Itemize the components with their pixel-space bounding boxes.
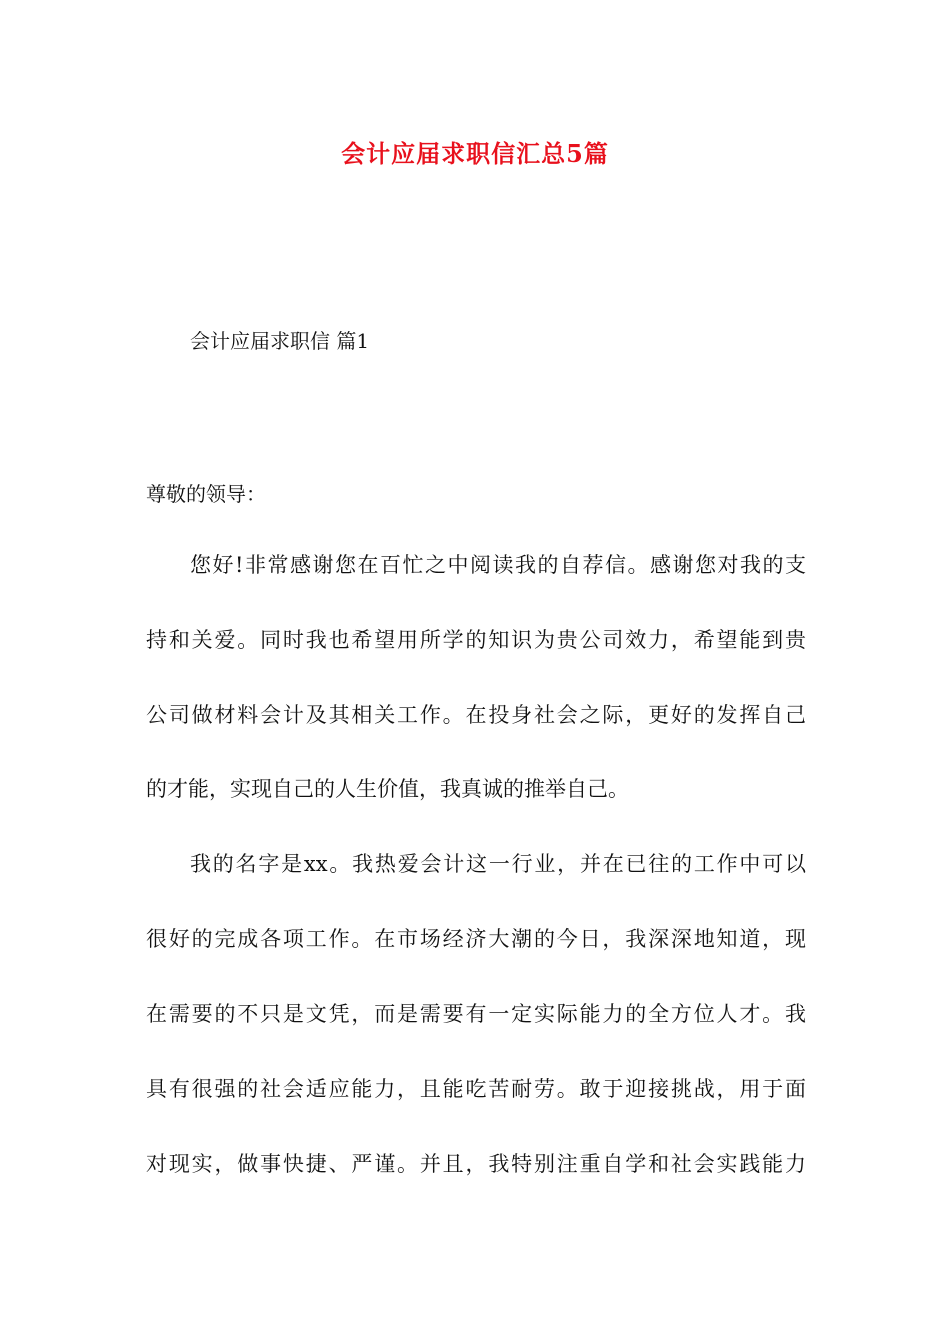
paragraph-2-line: 我的名字是xx。我热爱会计这一行业，并在已往的工作中可以 (190, 852, 806, 876)
paragraph-1-line: 的才能，实现自己的人生价值，我真诚的推举自己。 (146, 777, 629, 801)
paragraph-1-line: 持和关爱。同时我也希望用所学的知识为贵公司效力，希望能到贵 (146, 628, 806, 652)
paragraph-1-line: 公司做材料会计及其相关工作。在投身社会之际，更好的发挥自己 (146, 703, 806, 727)
salutation: 尊敬的领导： (146, 482, 266, 506)
section-heading: 会计应届求职信 篇1 (190, 329, 370, 353)
document-title: 会计应届求职信汇总5篇 (341, 139, 609, 168)
paragraph-2-line: 很好的完成各项工作。在市场经济大潮的今日，我深深地知道，现 (146, 927, 806, 951)
paragraph-2-line: 具有很强的社会适应能力，且能吃苦耐劳。敢于迎接挑战，用于面 (146, 1077, 806, 1101)
paragraph-1-line: 您好!非常感谢您在百忙之中阅读我的自荐信。感谢您对我的支 (190, 553, 806, 577)
paragraph-2-line: 在需要的不只是文凭，而是需要有一定实际能力的全方位人才。我 (146, 1002, 806, 1026)
paragraph-2-line: 对现实，做事快捷、严谨。并且，我特别注重自学和社会实践能力 (146, 1152, 806, 1176)
